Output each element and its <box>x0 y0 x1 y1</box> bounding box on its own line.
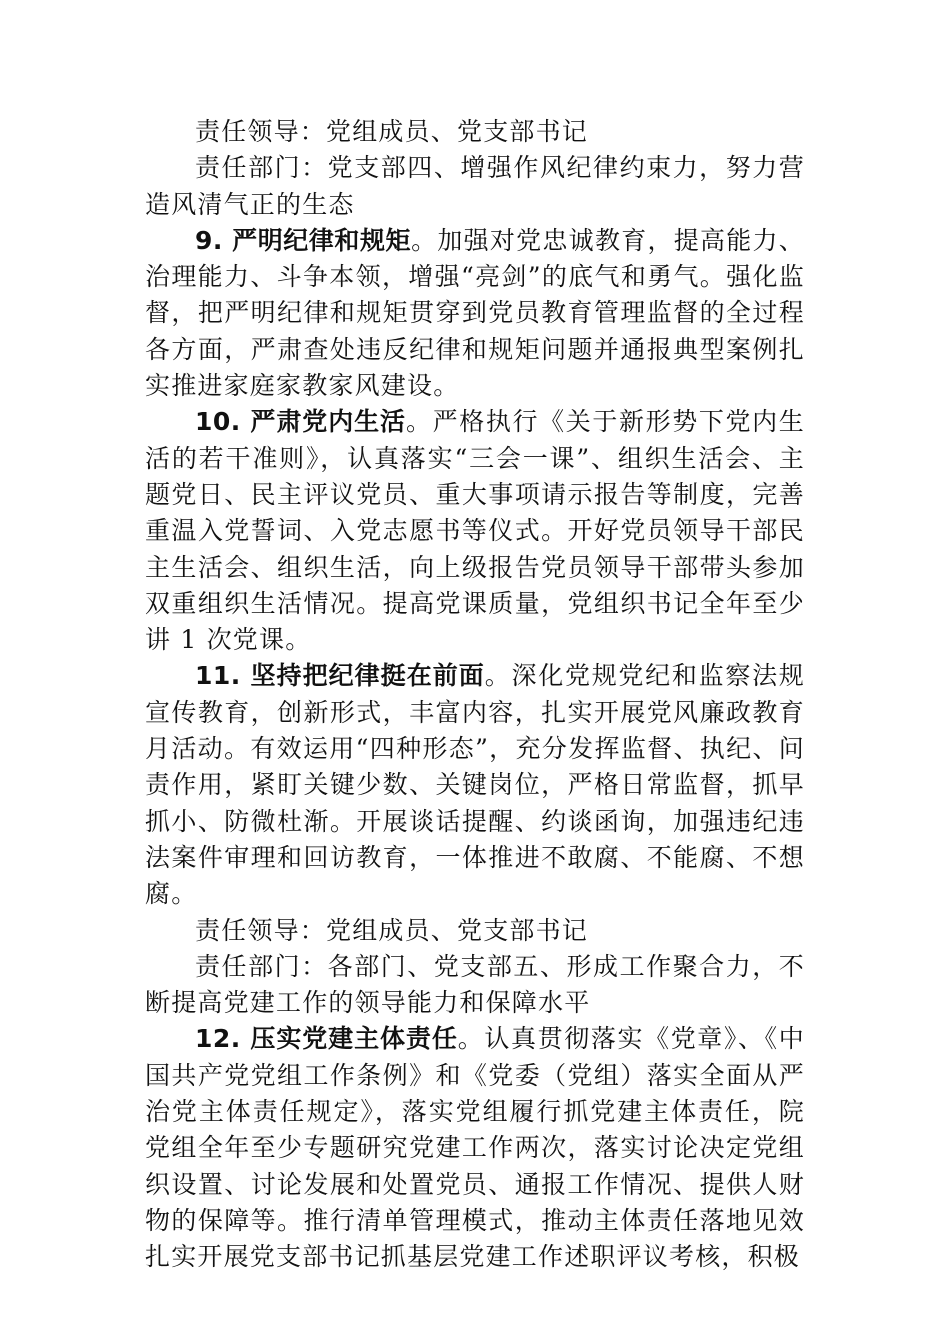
paragraph-text: 。加强对党忠诚教育，提高能力、治理能力、斗争本领，增强“亮剑”的底气和勇气。强化监督，把严明纪律和规矩贯穿到党员教育管理监督的全过程各方面，严肃查处违反纪律和规矩问题并通报典型案例扎实推进家庭家教家风建设。 <box>145 225 805 401</box>
paragraph-item-9 <box>145 223 805 404</box>
paragraph-responsible-leader <box>145 913 805 949</box>
paragraph-item-12 <box>145 1021 805 1275</box>
item-heading: 10. 严肃党内生活 <box>195 407 406 437</box>
paragraph-item-11 <box>145 658 805 912</box>
paragraph-text: 责任部门：各部门、党支部五、形成工作聚合力，不断提高党建工作的领导能力和保障水平 <box>145 951 805 1018</box>
item-heading: 11. 坚持把纪律挺在前面 <box>195 661 485 691</box>
item-heading: 9. 严明纪律和规矩 <box>195 225 412 255</box>
paragraph-text: 责任领导：党组成员、党支部书记 <box>195 915 589 945</box>
item-heading: 12. 压实党建主体责任 <box>195 1024 458 1054</box>
paragraph-text: 。严格执行《关于新形势下党内生活的若干准则》，认真落实“三会一课”、组织生活会、主题党日、民主评议党员、重大事项请示报告等制度，完善重温入党誓词、入党志愿书等仪式。开好党员领导干部民主生活会、组织生活，向上级报告党员领导干部带头参加双重组织生活情况。提高党课质量，党组织书记全年至少讲 1 次党课。 <box>145 407 805 655</box>
paragraph-item-10 <box>145 404 805 658</box>
paragraph-text: 。深化党规党纪和监察法规宣传教育，创新形式，丰富内容，扎实开展党风廉政教育月活动。有效运用“四种形态”，充分发挥监督、执纪、问责作用，紧盯关键少数、关键岗位，严格日常监督，抓早抓小、防微杜渐。开展谈话提醒、约谈函询，加强违纪违法案件审理和回访教育，一体推进不敢腐、不能腐、不想腐。 <box>145 661 805 909</box>
paragraph-text: 。认真贯彻落实《党章》、《中国共产党党组工作条例》和《党委（党组）落实全面从严治党主体责任规定》，落实党组履行抓党建主体责任，院党组全年至少专题研究党建工作两次，落实讨论决定党组织设置、讨论发展和处置党员、通报工作情况、提供人财物的保障等。推行清单管理模式，推动主体责任落地见效扎实开展党支部书记抓基层党建工作述职评议考核，积极 <box>145 1024 805 1272</box>
paragraph-responsible-dept <box>145 949 805 1022</box>
paragraph-responsible-leader <box>145 114 805 150</box>
document-page <box>145 114 805 1276</box>
paragraph-text: 责任部门：党支部四、增强作风纪律约束力，努力营造风清气正的生态 <box>145 153 805 219</box>
paragraph-text: 责任领导：党组成员、党支部书记 <box>195 117 589 146</box>
paragraph-responsible-dept <box>145 150 805 223</box>
